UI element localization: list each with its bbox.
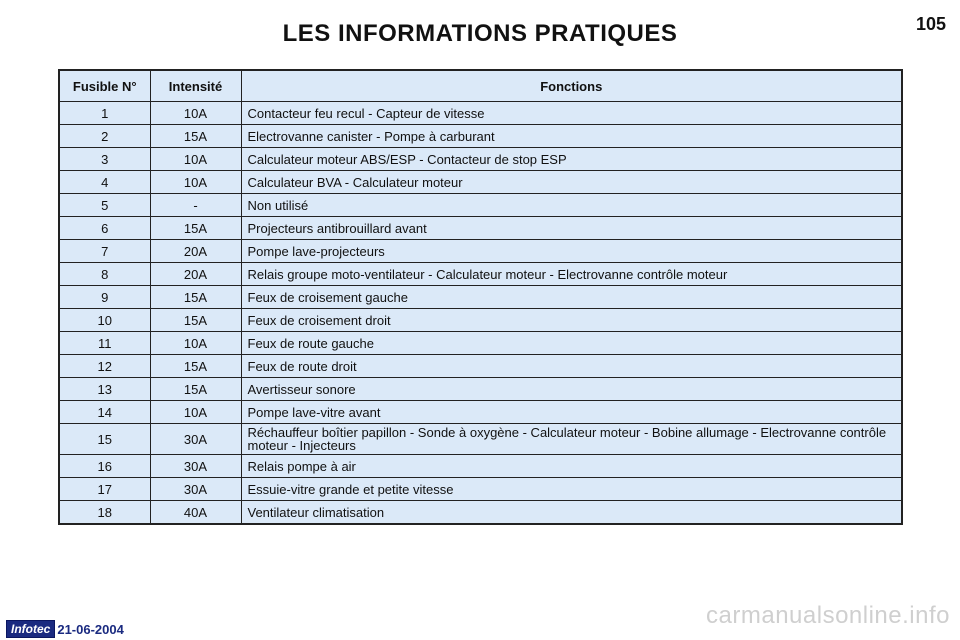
table-row: [59, 102, 902, 125]
intensity-cell: 10A: [150, 102, 241, 125]
header-fuse-number: Fusible N°: [59, 70, 150, 102]
table-row: [59, 455, 902, 478]
function-cell: Calculateur moteur ABS/ESP - Contacteur de stop ESP: [241, 148, 902, 171]
intensity-cell: 15A: [150, 125, 241, 148]
intensity-cell: -: [150, 194, 241, 217]
intensity-cell: 10A: [150, 148, 241, 171]
function-cell: Feux de route droit: [241, 355, 902, 378]
header-functions: Fonctions: [241, 70, 902, 102]
function-cell: Relais pompe à air: [241, 455, 902, 478]
intensity-cell: 40A: [150, 501, 241, 525]
function-cell: Essuie-vitre grande et petite vitesse: [241, 478, 902, 501]
watermark: carmanualsonline.info: [706, 602, 950, 629]
function-cell: Projecteurs antibrouillard avant: [241, 217, 902, 240]
intensity-cell: 10A: [150, 171, 241, 194]
table-header-row: [59, 70, 902, 102]
footer-date: 21-06-2004: [57, 621, 124, 637]
table-row: [59, 240, 902, 263]
fuse-table: [58, 69, 903, 525]
page-number: 105: [915, 14, 946, 34]
fuse-number-cell: 1: [59, 102, 150, 125]
function-cell: Réchauffeur boîtier papillon - Sonde à oxygène - Calculateur moteur - Bobine allumage - Electrovanne contrôle moteur - Injecteurs: [241, 424, 902, 455]
table-row: [59, 263, 902, 286]
fuse-number-cell: 9: [59, 286, 150, 309]
fuse-number-cell: 13: [59, 378, 150, 401]
fuse-number-cell: 4: [59, 171, 150, 194]
intensity-cell: 15A: [150, 355, 241, 378]
fuse-number-cell: 5: [59, 194, 150, 217]
table-row: [59, 401, 902, 424]
intensity-cell: 20A: [150, 263, 241, 286]
intensity-cell: 10A: [150, 401, 241, 424]
function-cell: Feux de route gauche: [241, 332, 902, 355]
fuse-number-cell: 15: [59, 424, 150, 455]
function-cell: Calculateur BVA - Calculateur moteur: [241, 171, 902, 194]
table-row: [59, 478, 902, 501]
table-row: [59, 217, 902, 240]
function-cell: Feux de croisement gauche: [241, 286, 902, 309]
fuse-number-cell: 14: [59, 401, 150, 424]
fuse-number-cell: 8: [59, 263, 150, 286]
header-intensity: Intensité: [150, 70, 241, 102]
intensity-cell: 20A: [150, 240, 241, 263]
page-title: LES INFORMATIONS PRATIQUES: [282, 20, 678, 47]
function-cell: Ventilateur climatisation: [241, 501, 902, 525]
function-cell: Relais groupe moto-ventilateur - Calculateur moteur - Electrovanne contrôle moteur: [241, 263, 902, 286]
fuse-number-cell: 17: [59, 478, 150, 501]
function-cell: Feux de croisement droit: [241, 309, 902, 332]
table-row: [59, 355, 902, 378]
table-row: [59, 125, 902, 148]
table-row: [59, 148, 902, 171]
intensity-cell: 15A: [150, 286, 241, 309]
fuse-number-cell: 10: [59, 309, 150, 332]
infotec-logo: Infotec: [6, 620, 55, 638]
intensity-cell: 30A: [150, 478, 241, 501]
function-cell: Pompe lave-vitre avant: [241, 401, 902, 424]
footer: [6, 620, 124, 638]
table-row: [59, 424, 902, 455]
fuse-number-cell: 16: [59, 455, 150, 478]
fuse-number-cell: 11: [59, 332, 150, 355]
function-cell: Electrovanne canister - Pompe à carburant: [241, 125, 902, 148]
fuse-number-cell: 3: [59, 148, 150, 171]
intensity-cell: 15A: [150, 378, 241, 401]
table-row: [59, 309, 902, 332]
function-cell: Contacteur feu recul - Capteur de vitesse: [241, 102, 902, 125]
fuse-number-cell: 18: [59, 501, 150, 525]
intensity-cell: 15A: [150, 217, 241, 240]
table-row: [59, 332, 902, 355]
fuse-number-cell: 6: [59, 217, 150, 240]
intensity-cell: 30A: [150, 424, 241, 455]
table-row: [59, 286, 902, 309]
function-cell: Non utilisé: [241, 194, 902, 217]
intensity-cell: 15A: [150, 309, 241, 332]
fuse-number-cell: 2: [59, 125, 150, 148]
table-row: [59, 501, 902, 525]
fuse-number-cell: 7: [59, 240, 150, 263]
intensity-cell: 30A: [150, 455, 241, 478]
function-cell: Avertisseur sonore: [241, 378, 902, 401]
table-row: [59, 194, 902, 217]
function-cell: Pompe lave-projecteurs: [241, 240, 902, 263]
fuse-number-cell: 12: [59, 355, 150, 378]
fuse-table-body: [59, 102, 902, 525]
table-row: [59, 171, 902, 194]
table-row: [59, 378, 902, 401]
intensity-cell: 10A: [150, 332, 241, 355]
